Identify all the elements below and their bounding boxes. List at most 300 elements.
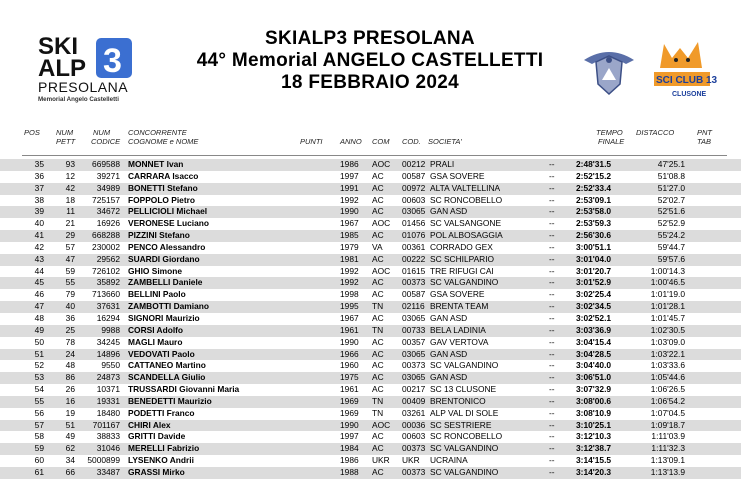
code-cell: 35892: [96, 277, 120, 288]
bib-cell: 36: [65, 312, 75, 323]
gap-cell: 1:06'54.2: [650, 395, 685, 406]
committee-cell: AC: [372, 384, 384, 395]
points-cell: --: [549, 206, 555, 217]
table-row: [0, 360, 741, 372]
gap-cell: 52'51.6: [657, 206, 685, 217]
table-row: [0, 313, 741, 325]
club-code-cell: 00373: [402, 443, 426, 454]
committee-cell: AC: [372, 431, 384, 442]
club-name-cell: ALTA VALTELLINA: [430, 182, 501, 193]
skialp3-logo-icon: [36, 32, 146, 104]
club-name-cell: GAN ASD: [430, 312, 468, 323]
code-cell: 726102: [92, 265, 120, 276]
year-cell: 1975: [340, 372, 359, 383]
athlete-name-cell: SCANDELLA Giulio: [128, 372, 206, 383]
position-cell: 51: [34, 348, 44, 359]
code-cell: 5000899: [87, 455, 120, 466]
points-cell: --: [549, 395, 555, 406]
code-cell: 14896: [96, 348, 120, 359]
final-time-cell: 3:04'15.4: [576, 336, 612, 347]
col-pos: POS: [24, 128, 40, 137]
club-code-cell: 00373: [402, 466, 426, 477]
club-code-cell: 02116: [402, 301, 425, 312]
gap-cell: 47'25.1: [657, 159, 685, 169]
year-cell: 1998: [340, 289, 359, 300]
final-time-cell: 3:02'52.1: [576, 312, 612, 323]
col-pnt-2: TAB: [697, 137, 712, 146]
year-cell: 1986: [340, 159, 359, 169]
code-cell: 34989: [96, 182, 120, 193]
table-row: [0, 443, 741, 455]
club-name-cell: SC VALGANDINO: [430, 360, 499, 371]
committee-cell: AC: [372, 312, 384, 323]
athlete-name-cell: PELLICIOLI Michael: [128, 206, 208, 217]
committee-cell: AC: [372, 443, 384, 454]
committee-cell: AC: [372, 230, 384, 241]
points-cell: --: [549, 455, 555, 466]
year-cell: 1992: [340, 265, 359, 276]
code-cell: 34672: [96, 206, 120, 217]
table-row: [0, 337, 741, 349]
athlete-name-cell: VERONESE Luciano: [128, 218, 209, 229]
club-name-cell: ALP VAL DI SOLE: [430, 407, 499, 418]
gap-cell: 1:01'28.1: [650, 301, 685, 312]
position-cell: 52: [34, 360, 44, 371]
year-cell: 1981: [340, 253, 359, 264]
bib-cell: 59: [65, 265, 75, 276]
code-cell: 34245: [96, 336, 120, 347]
logo-alp-text: ALP: [38, 55, 86, 82]
bib-cell: 66: [65, 466, 75, 477]
year-cell: 1985: [340, 230, 359, 241]
bib-cell: 21: [65, 218, 75, 229]
points-cell: --: [549, 230, 555, 241]
code-cell: 9988: [101, 324, 120, 335]
table-row: [0, 431, 741, 443]
year-cell: 1979: [340, 241, 359, 252]
athlete-name-cell: GHIO Simone: [128, 265, 182, 276]
club-name-cell: BRENTONICO: [430, 395, 486, 406]
position-cell: 54: [34, 384, 44, 395]
committee-cell: AC: [372, 277, 384, 288]
club-name-cell: SC VALGANDINO: [430, 277, 499, 288]
club-code-cell: 00222: [402, 253, 426, 264]
gap-cell: 1:05'44.6: [650, 372, 685, 383]
committee-cell: AC: [372, 170, 384, 181]
year-cell: 1969: [340, 407, 359, 418]
code-cell: 33487: [96, 466, 120, 477]
table-row: [0, 230, 741, 242]
athlete-name-cell: CARRARA Isacco: [128, 170, 199, 181]
column-headers: [0, 127, 741, 153]
points-cell: --: [549, 301, 555, 312]
athlete-name-cell: GRASSI Mirko: [128, 466, 185, 477]
points-cell: --: [549, 407, 555, 418]
club-code-cell: 00357: [402, 336, 426, 347]
final-time-cell: 3:07'32.9: [576, 384, 612, 395]
athlete-name-cell: MONNET Ivan: [128, 159, 184, 169]
col-concorrente-2: COGNOME e NOME: [128, 137, 199, 146]
table-row: [0, 254, 741, 266]
points-cell: --: [549, 443, 555, 454]
position-cell: 40: [34, 218, 44, 229]
code-cell: 18480: [96, 407, 120, 418]
year-cell: 1990: [340, 336, 359, 347]
bib-cell: 18: [65, 194, 75, 205]
bib-cell: 48: [65, 360, 75, 371]
table-row: [0, 218, 741, 230]
committee-cell: TN: [372, 407, 384, 418]
final-time-cell: 2:48'31.5: [576, 159, 612, 169]
year-cell: 1988: [340, 466, 359, 477]
athlete-name-cell: GRITTI Davide: [128, 431, 186, 442]
gap-cell: 1:00'46.5: [650, 277, 685, 288]
club-name-cell: SC 13 CLUSONE: [430, 384, 497, 395]
athlete-name-cell: CATTANEO Martino: [128, 360, 206, 371]
club-code-cell: 00361: [402, 241, 426, 252]
year-cell: 1967: [340, 218, 359, 229]
position-cell: 56: [34, 407, 44, 418]
club-code-cell: 00373: [402, 360, 426, 371]
position-cell: 50: [34, 336, 44, 347]
committee-cell: AC: [372, 348, 384, 359]
gap-cell: 55'24.2: [657, 230, 685, 241]
club-name-cell: GSA SOVERE: [430, 170, 485, 181]
athlete-name-cell: PIZZINI Stefano: [128, 230, 190, 241]
club-code-cell: 01076: [402, 230, 426, 241]
club-name-cell: GAN ASD: [430, 206, 468, 217]
gap-cell: 59'44.7: [657, 241, 685, 252]
col-concorrente-1: CONCORRENTE: [128, 128, 187, 137]
bib-cell: 12: [65, 170, 75, 181]
col-tempo-2: FINALE: [598, 137, 625, 146]
final-time-cell: 3:03'36.9: [576, 324, 612, 335]
committee-cell: AC: [372, 206, 384, 217]
position-cell: 53: [34, 372, 44, 383]
bib-cell: 93: [65, 159, 75, 169]
clusone-text: CLUSONE: [672, 91, 707, 98]
points-cell: --: [549, 182, 555, 193]
athlete-name-cell: ZAMBOTTI Damiano: [128, 301, 209, 312]
committee-cell: AC: [372, 194, 384, 205]
final-time-cell: 2:53'59.3: [576, 218, 612, 229]
club-code-cell: 01456: [402, 218, 426, 229]
code-cell: 24873: [96, 372, 120, 383]
committee-cell: AOC: [372, 218, 391, 229]
points-cell: --: [549, 419, 555, 430]
logo-memorial-text: Memorial Angelo Castelletti: [38, 96, 119, 103]
committee-cell: AOC: [372, 419, 391, 430]
final-time-cell: 2:52'33.4: [576, 182, 612, 193]
final-time-cell: 2:56'30.6: [576, 230, 612, 241]
position-cell: 57: [34, 419, 44, 430]
bib-cell: 47: [65, 253, 75, 264]
committee-cell: VA: [372, 241, 383, 252]
bib-cell: 40: [65, 301, 75, 312]
position-cell: 55: [34, 395, 44, 406]
header-divider: [22, 155, 727, 156]
bib-cell: 11: [66, 206, 75, 217]
club-name-cell: BELA LADINIA: [430, 324, 486, 335]
gap-cell: 1:03'33.6: [650, 360, 685, 371]
gap-cell: 1:02'30.5: [650, 324, 685, 335]
logo-ski-text: SKI: [38, 33, 79, 60]
col-num-codice-2: CODICE: [91, 137, 121, 146]
committee-cell: AC: [372, 360, 384, 371]
position-cell: 39: [34, 206, 44, 217]
gap-cell: 1:01'19.0: [650, 289, 685, 300]
position-cell: 37: [34, 182, 44, 193]
position-cell: 41: [34, 230, 44, 241]
final-time-cell: 2:53'09.1: [576, 194, 612, 205]
col-societa: SOCIETA': [428, 137, 462, 146]
club-name-cell: GAV VERTOVA: [430, 336, 489, 347]
logo-three-text: 3: [103, 42, 122, 80]
bib-cell: 86: [65, 372, 75, 383]
col-num-codice-1: NUM: [93, 128, 111, 137]
code-cell: 19331: [96, 395, 120, 406]
position-cell: 36: [34, 170, 44, 181]
code-cell: 669588: [92, 159, 120, 169]
committee-cell: UKR: [372, 455, 390, 466]
code-cell: 37631: [96, 301, 120, 312]
col-num-pett-1: NUM: [56, 128, 74, 137]
title-line-2: 44° Memorial ANGELO CASTELLETTI: [196, 50, 544, 71]
gap-cell: 52'02.7: [657, 194, 685, 205]
bib-cell: 29: [65, 230, 75, 241]
position-cell: 58: [34, 431, 44, 442]
final-time-cell: 3:01'04.0: [576, 253, 612, 264]
points-cell: --: [549, 289, 555, 300]
final-time-cell: 2:53'58.0: [576, 206, 612, 217]
table-row: [0, 349, 741, 361]
club-name-cell: UCRAINA: [430, 455, 468, 466]
table-row: [0, 277, 741, 289]
code-cell: 31046: [96, 443, 120, 454]
athlete-name-cell: PENCO Alessandro: [128, 241, 206, 252]
sci-club-logo-icon: [650, 38, 720, 100]
club-name-cell: SC RONCOBELLO: [430, 194, 503, 205]
final-time-cell: 2:52'15.2: [576, 170, 612, 181]
final-time-cell: 3:08'00.6: [576, 395, 612, 406]
code-cell: 668288: [92, 230, 120, 241]
year-cell: 1997: [340, 170, 359, 181]
position-cell: 42: [34, 241, 44, 252]
final-time-cell: 3:12'10.3: [576, 431, 612, 442]
table-row: [0, 372, 741, 384]
gap-cell: 51'08.8: [657, 170, 685, 181]
final-time-cell: 3:04'28.5: [576, 348, 612, 359]
club-name-cell: GAN ASD: [430, 372, 468, 383]
sci-club-text: SCI CLUB 13: [656, 75, 718, 86]
club-name-cell: SC VALGANDINO: [430, 466, 499, 477]
table-row: [0, 325, 741, 337]
club-code-cell: 00603: [402, 431, 426, 442]
final-time-cell: 3:02'34.5: [576, 301, 612, 312]
club-code-cell: 03065: [402, 372, 426, 383]
club-name-cell: SC SESTRIERE: [430, 419, 492, 430]
athlete-name-cell: MAGLI Mauro: [128, 336, 183, 347]
club-code-cell: 00373: [402, 277, 426, 288]
athlete-name-cell: BELLINI Paolo: [128, 289, 186, 300]
year-cell: 1997: [340, 431, 359, 442]
logo-presolana-text: PRESOLANA: [38, 79, 129, 95]
table-row: [0, 467, 741, 479]
results-table: [0, 159, 741, 479]
position-cell: 43: [34, 253, 44, 264]
page-header: [0, 0, 741, 126]
table-row: [0, 455, 741, 467]
year-cell: 1992: [340, 277, 359, 288]
athlete-name-cell: MERELLI Fabrizio: [128, 443, 200, 454]
final-time-cell: 3:14'15.5: [576, 455, 612, 466]
col-num-pett-2: PETT: [56, 137, 76, 146]
final-time-cell: 3:06'51.0: [576, 372, 612, 383]
table-row: [0, 195, 741, 207]
year-cell: 1991: [340, 182, 359, 193]
gap-cell: 1:13'13.9: [650, 466, 685, 477]
code-cell: 10371: [96, 384, 120, 395]
gap-cell: 59'57.6: [657, 253, 685, 264]
points-cell: --: [549, 170, 555, 181]
club-code-cell: 00733: [402, 324, 426, 335]
committee-cell: TN: [372, 324, 384, 335]
position-cell: 35: [34, 159, 44, 169]
final-time-cell: 3:10'25.1: [576, 419, 612, 430]
col-punti: PUNTI: [300, 137, 323, 146]
club-name-cell: PRALI: [430, 159, 455, 169]
bib-cell: 57: [65, 241, 75, 252]
club-name-cell: SC SCHILPARIO: [430, 253, 495, 264]
code-cell: 38833: [96, 431, 120, 442]
athlete-name-cell: TRUSSARDI Giovanni Maria: [128, 384, 240, 395]
gap-cell: 1:00'14.3: [650, 265, 685, 276]
table-row: [0, 408, 741, 420]
cai-emblem-icon: [580, 40, 638, 98]
points-cell: --: [549, 241, 555, 252]
committee-cell: AOC: [372, 265, 391, 276]
year-cell: 1966: [340, 348, 359, 359]
bib-cell: 51: [65, 419, 75, 430]
points-cell: --: [549, 336, 555, 347]
athlete-name-cell: PODETTI Franco: [128, 407, 195, 418]
col-com: COM: [372, 137, 390, 146]
position-cell: 47: [34, 301, 44, 312]
points-cell: --: [549, 431, 555, 442]
year-cell: 1969: [340, 395, 359, 406]
gap-cell: 1:07'04.5: [650, 407, 685, 418]
title-line-1: SKIALP3 PRESOLANA: [265, 28, 475, 49]
final-time-cell: 3:12'38.7: [576, 443, 612, 454]
table-row: [0, 159, 741, 171]
points-cell: --: [549, 348, 555, 359]
gap-cell: 1:13'09.1: [650, 455, 685, 466]
code-cell: 39271: [96, 170, 120, 181]
committee-cell: AC: [372, 372, 384, 383]
points-cell: --: [549, 372, 555, 383]
position-cell: 45: [34, 277, 44, 288]
gap-cell: 1:03'22.1: [650, 348, 685, 359]
club-code-cell: 00409: [402, 395, 426, 406]
year-cell: 1967: [340, 312, 359, 323]
position-cell: 38: [34, 194, 44, 205]
athlete-name-cell: VEDOVATI Paolo: [128, 348, 195, 359]
points-cell: --: [549, 218, 555, 229]
gap-cell: 1:03'09.0: [650, 336, 685, 347]
bib-cell: 79: [65, 289, 75, 300]
table-row: [0, 183, 741, 195]
club-code-cell: 00217: [402, 384, 426, 395]
club-name-cell: GSA SOVERE: [430, 289, 485, 300]
year-cell: 1990: [340, 206, 359, 217]
athlete-name-cell: SUARDI Giordano: [128, 253, 200, 264]
bib-cell: 42: [65, 182, 75, 193]
points-cell: --: [549, 253, 555, 264]
committee-cell: AC: [372, 466, 384, 477]
bib-cell: 16: [65, 395, 75, 406]
position-cell: 44: [34, 265, 44, 276]
bib-cell: 19: [65, 407, 75, 418]
position-cell: 46: [34, 289, 44, 300]
club-name-cell: BRENTA TEAM: [430, 301, 489, 312]
code-cell: 29562: [96, 253, 120, 264]
final-time-cell: 3:01'20.7: [576, 265, 612, 276]
year-cell: 1984: [340, 443, 359, 454]
points-cell: --: [549, 265, 555, 276]
code-cell: 725157: [92, 194, 120, 205]
points-cell: --: [549, 277, 555, 288]
club-code-cell: 00972: [402, 182, 426, 193]
code-cell: 701167: [92, 419, 120, 430]
col-cod: COD.: [402, 137, 421, 146]
club-code-cell: 03065: [402, 206, 426, 217]
committee-cell: AOC: [372, 159, 391, 169]
gap-cell: 1:09'18.7: [650, 419, 685, 430]
club-name-cell: GAN ASD: [430, 348, 468, 359]
gap-cell: 1:11'32.3: [651, 443, 685, 454]
bib-cell: 78: [65, 336, 75, 347]
gap-cell: 1:01'45.7: [650, 312, 685, 323]
points-cell: --: [549, 384, 555, 395]
club-code-cell: 03261: [402, 407, 426, 418]
club-code-cell: 00603: [402, 194, 426, 205]
table-row: [0, 396, 741, 408]
club-name-cell: TRE RIFUGI CAI: [430, 265, 494, 276]
bib-cell: 26: [65, 384, 75, 395]
table-row: [0, 206, 741, 218]
year-cell: 1961: [340, 384, 359, 395]
year-cell: 1992: [340, 194, 359, 205]
col-anno: ANNO: [340, 137, 362, 146]
table-row: [0, 384, 741, 396]
club-code-cell: UKR: [402, 455, 420, 466]
athlete-name-cell: BONETTI Stefano: [128, 182, 198, 193]
athlete-name-cell: FOPPOLO Pietro: [128, 194, 196, 205]
committee-cell: AC: [372, 336, 384, 347]
club-name-cell: SC RONCOBELLO: [430, 431, 503, 442]
page-title: [160, 28, 580, 94]
gap-cell: 1:11'03.9: [651, 431, 685, 442]
position-cell: 48: [34, 312, 44, 323]
col-tempo-1: TEMPO: [596, 128, 623, 137]
points-cell: --: [549, 194, 555, 205]
committee-cell: TN: [372, 395, 384, 406]
points-cell: --: [549, 324, 555, 335]
athlete-name-cell: CORSI Adolfo: [128, 324, 184, 335]
year-cell: 1960: [340, 360, 359, 371]
title-line-3: 18 FEBBRAIO 2024: [281, 72, 459, 93]
table-row: [0, 289, 741, 301]
